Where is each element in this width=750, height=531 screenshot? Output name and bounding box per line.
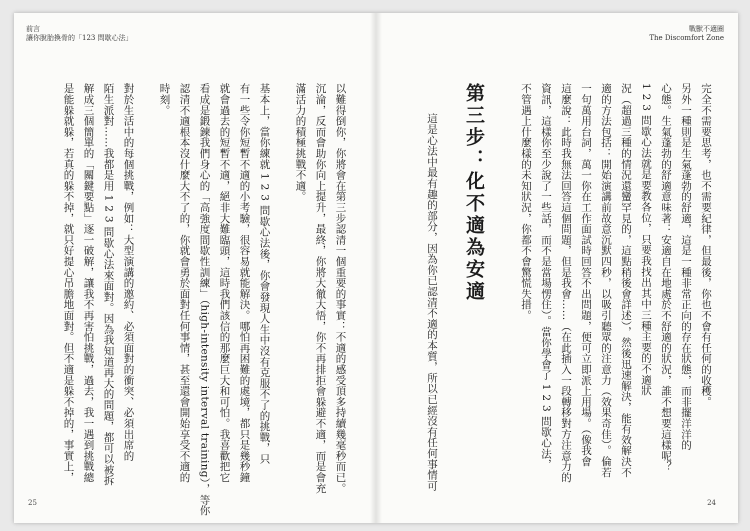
left-page-text-line: 有一些令你短暫不適的小考驗，很容易就能解決。哪怕再困難的處境，都只是幾秒鐘 xyxy=(238,83,251,483)
right-page-text-line: 適的方法包括：開始演講前故意沉默四秒，以吸引聽眾的注意力（效果奇佳）。倫若 xyxy=(600,83,612,478)
right-page-text-line: 完全不需要思考，也不需要紀律，但最後，你也不會有任何的收穫。 xyxy=(700,83,712,407)
right-page-text-line: 心態。生氣蓬勃的舒適意味著：安適自在地處於不舒適的狀況，誰不想要這樣呢？ xyxy=(660,83,672,472)
running-header-right xyxy=(649,25,724,43)
section-heading: 第三步：化不適為安適 xyxy=(463,83,485,303)
page-number-left: 25 xyxy=(28,499,37,507)
left-page-text-line: 沉淪，反而會助你向上提升，最終，你將大徹大悟，你不再排拒會躲避不適，而是會充 xyxy=(314,83,327,494)
left-page-text-line: 認清不適根本沒什麼大不了的，你就會勇於面對任何事情，甚至還會開始享受不適的 xyxy=(178,83,191,483)
book-spread xyxy=(14,13,738,523)
left-page-text-line: 陌生派對……我都是用 1 2 3 問歇心法來面對。因為我知道再大的問題，都可以被拆 xyxy=(102,83,115,486)
right-page-text-line: 1 2 3 問歇心法就是要教各位，只要我找出其中三種主要的不適狀 xyxy=(640,83,652,396)
header-left-line1: 前言 xyxy=(26,25,40,33)
section-intro-line: 這是心法中最有趣的部分，因為你已認清不適的本質，所以已經沒有任何事情可 xyxy=(426,113,438,491)
header-right-line2: The Discomfort Zone xyxy=(649,34,724,42)
left-page-text-line: 以難得倒你，你將會在第三步認清一個重要的事實：不適的感受頂多持續幾毫秒而已。 xyxy=(334,83,347,494)
header-left-line2: 讓你脫胎換骨的「123 問歇心法」 xyxy=(26,34,133,42)
left-page-text-line: 看成是鍛鍊我們身心的「高強度間歇性訓練」（high-intensity interval training），等你 xyxy=(198,83,211,516)
running-header-left xyxy=(26,25,133,43)
right-page-text-line: 這麼說：此時我無法回答這個問題，但是我會……（在此插入一段轉移對方注意力的 xyxy=(560,83,572,483)
header-right-line1: 戰獸不適圈 xyxy=(689,25,724,33)
left-page-text-line: 解成三個簡單的「關鍵要點」逐一破解，讓我不再害怕挑戰，過去，我一遇到挑戰總 xyxy=(82,83,95,483)
right-page-text-line: 況（超過三種的情況還蠻罕見的，這點稍後會詳述），然後迅速解決，能有效解決不 xyxy=(620,83,632,478)
right-page-text-line: 資訊，這樣你至少說了一些話，而不是當場愣住）。當你學會了 1 2 3 問歇心法， xyxy=(540,83,552,470)
left-page-text-line: 時刻。 xyxy=(158,83,171,116)
left-page-text-line: 對於生活中的每個挑戰，例如：大型演講的邀約、必須面對的衝突、必須出席的 xyxy=(122,83,135,461)
left-page-text-line: 就會過去的短暫不適，絕非大難臨頭，這時我們該信的那麼巨大和可怕。我喜歡把它 xyxy=(218,83,231,483)
page-number-right: 24 xyxy=(707,499,716,507)
right-page-text-line: 另外一種則是生氣蓬勃的舒適，這是一種非常正向的存在狀態，而非擺洋洋的 xyxy=(680,83,692,451)
left-page-text-line: 是能躲就躲，若真的躲不掉，就只好提心吊膽地面對。但不適是躲不掉的，事實上， xyxy=(62,83,75,483)
right-page-text-line: 不管遇上什麼樣的未知狀況，你都不會驚慌失措。 xyxy=(520,83,532,321)
left-page-text-line: 基本上，當你練就 1 2 3 問歇心法後，你會發現人生中沒有克服不了的挑戰，只 xyxy=(258,83,271,465)
left-page-text-line: 滿活力的積極挑戰不適。 xyxy=(294,83,307,202)
book-gutter xyxy=(370,13,382,523)
right-page-text-line: 一句萬用台詞，萬一你在工作面試時回答不出問題，便可立即派上用場。（像我會 xyxy=(580,83,592,467)
